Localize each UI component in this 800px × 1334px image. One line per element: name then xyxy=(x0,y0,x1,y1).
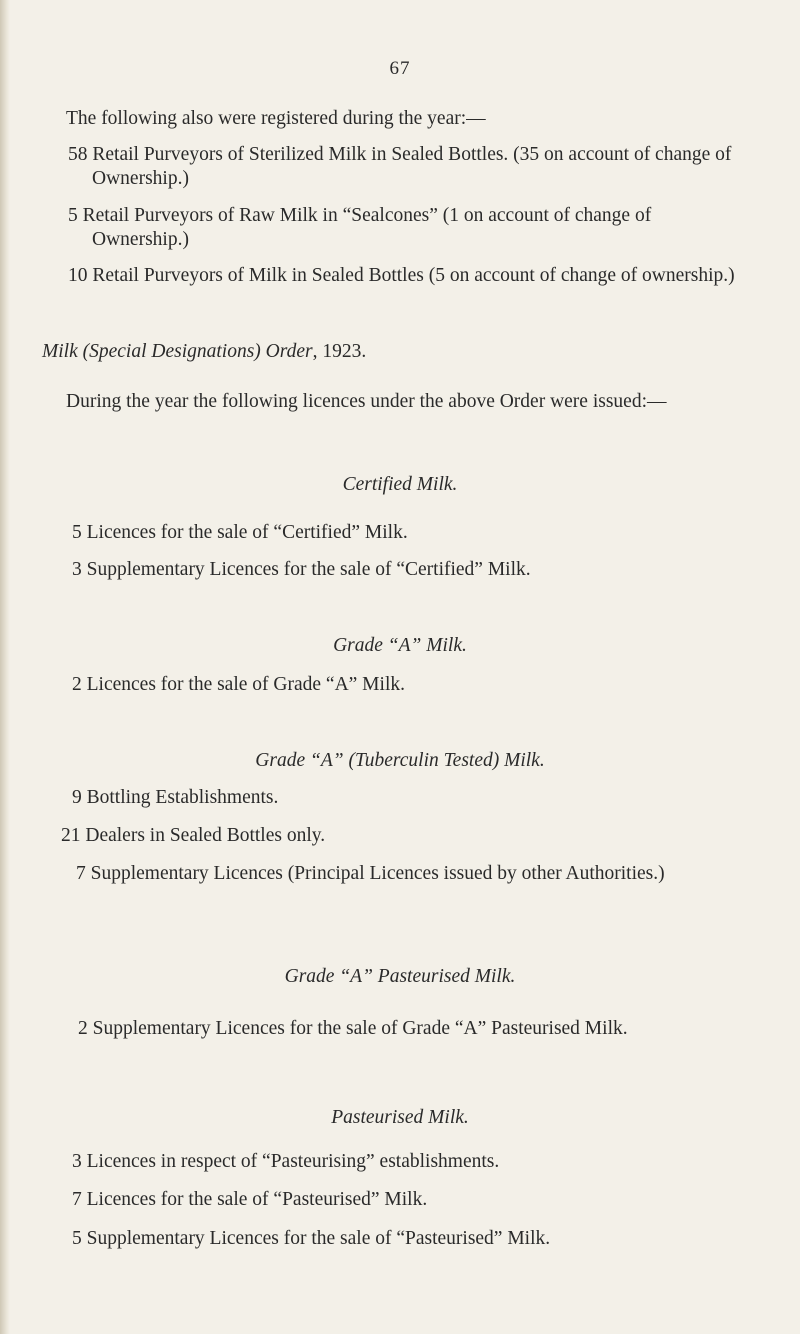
list-item: 2 Licences for the sale of Grade “A” Milk. xyxy=(72,674,405,695)
list-item: 7 Licences for the sale of “Pasteurised” Milk. xyxy=(72,1189,428,1210)
order-title-year: , 1923. xyxy=(312,341,367,362)
registration-item: 58 Retail Purveyors of Sterilized Milk in Sealed Bottles. (35 on account of change of Ownership.) xyxy=(68,144,732,189)
list-item: 9 Bottling Establishments. xyxy=(72,787,279,808)
list-item: 7 Supplementary Licences (Principal Licences issued by other Authorities.) xyxy=(76,863,665,884)
intro-text: The following also were registered during the year:— xyxy=(66,108,486,129)
order-intro: During the year the following licences under the above Order were issued:— xyxy=(66,391,667,412)
list-item: 5 Licences for the sale of “Certified” Milk. xyxy=(72,522,408,543)
list-item: 2 Supplementary Licences for the sale of Grade “A” Pasteurised Milk. xyxy=(78,1018,628,1039)
heading-grade-a-pasteurised-milk: Grade “A” Pasteurised Milk. xyxy=(284,966,516,987)
registration-item: 10 Retail Purveyors of Milk in Sealed Bottles (5 on account of change of ownership.) xyxy=(68,265,735,286)
registration-item: 5 Retail Purveyors of Raw Milk in “Sealcones” (1 on account of change of Ownership.) xyxy=(68,205,652,250)
heading-grade-a-milk: Grade “A” Milk. xyxy=(333,635,467,656)
list-item: 21 Dealers in Sealed Bottles only. xyxy=(61,825,326,846)
heading-certified-milk: Certified Milk. xyxy=(342,474,458,495)
list-item: 3 Licences in respect of “Pasteurising” establishments. xyxy=(72,1151,500,1172)
heading-pasteurised-milk: Pasteurised Milk. xyxy=(331,1107,469,1128)
list-item: 5 Supplementary Licences for the sale of “Pasteurised” Milk. xyxy=(72,1228,551,1249)
list-item: 3 Supplementary Licences for the sale of “Certified” Milk. xyxy=(72,559,531,580)
order-title-italic: Milk (Special Designations) Order xyxy=(42,341,313,362)
page-binding-edge xyxy=(0,0,10,1334)
order-title xyxy=(42,340,742,364)
page-number: 67 xyxy=(389,58,411,79)
heading-grade-a-tuberculin-milk: Grade “A” (Tuberculin Tested) Milk. xyxy=(255,750,545,771)
